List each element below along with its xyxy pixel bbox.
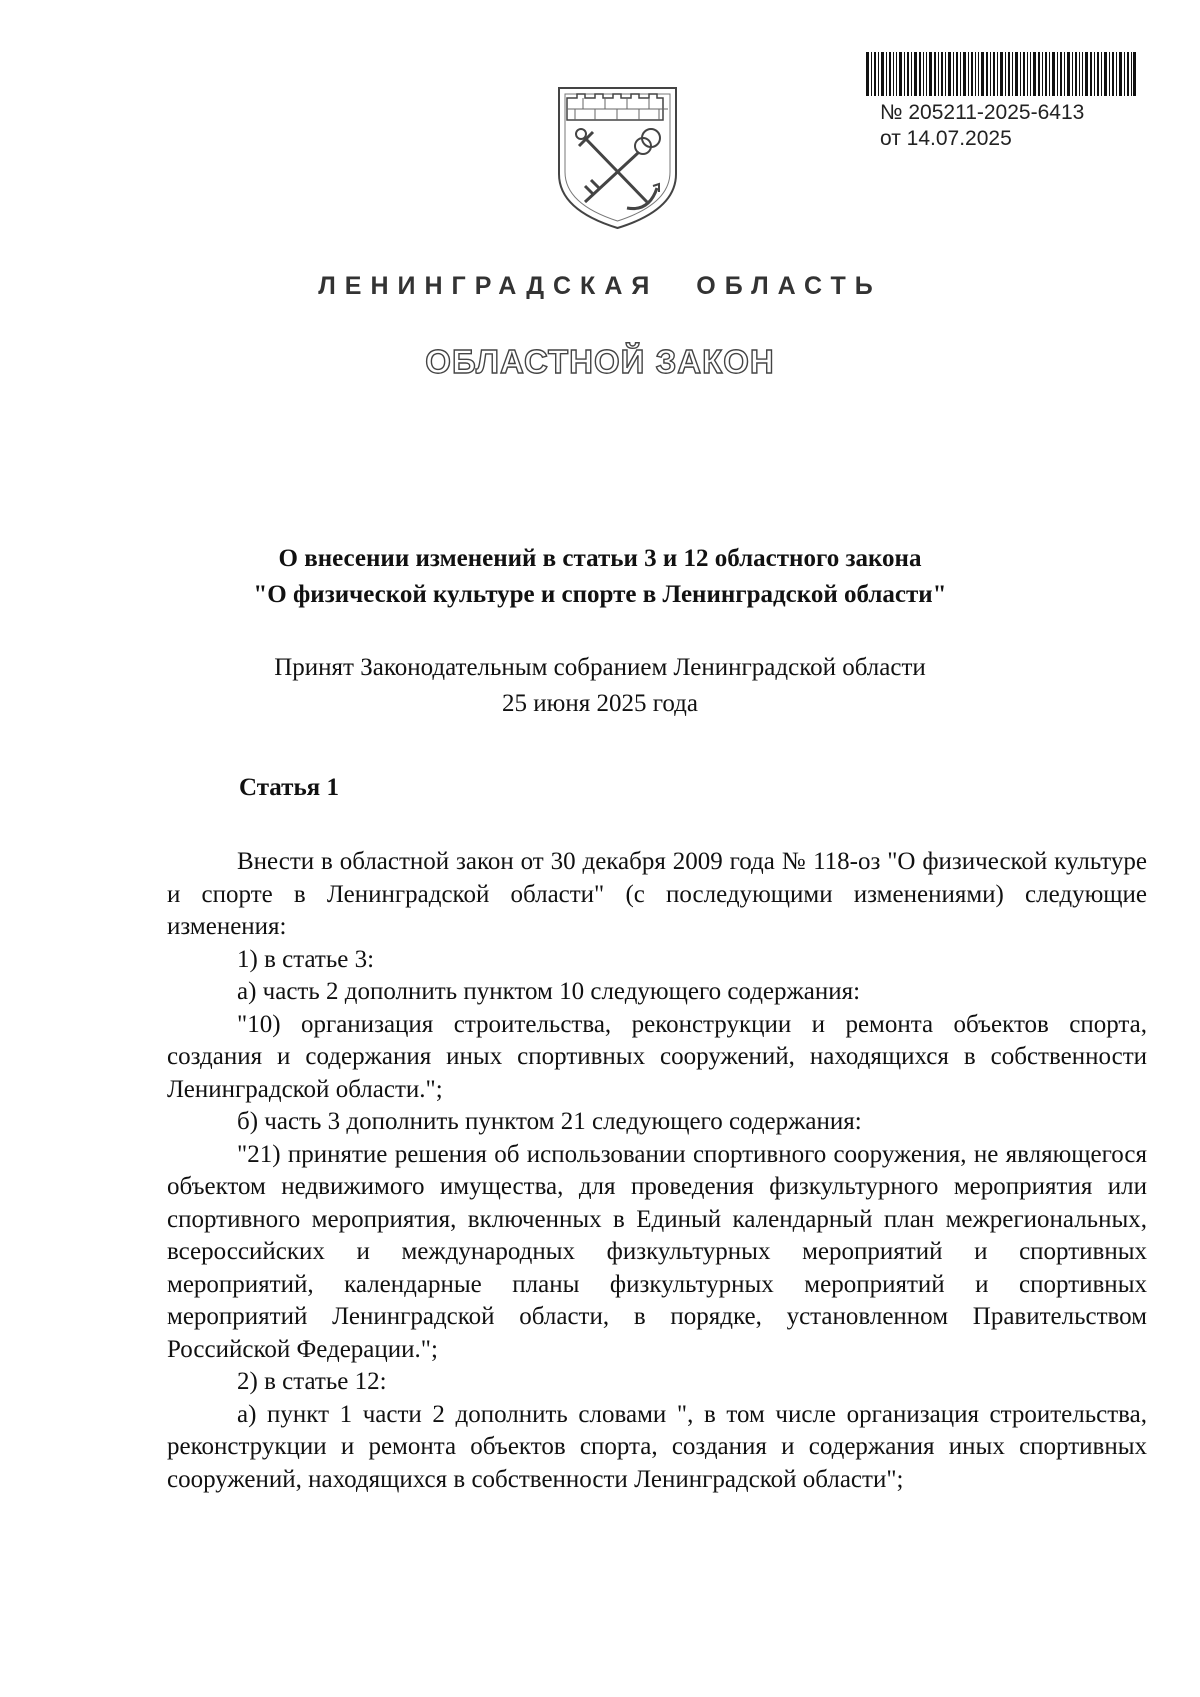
barcode-icon [866,52,1136,96]
paragraph: а) пункт 1 части 2 дополнить словами ", в том числе организация строительства, реконструкции и ремонта объектов спорта, создания и содержания иных спортивных сооружений, находящихся в собственности Ленинградской области"; [167,1400,1147,1493]
article-heading: Статья 1 [239,774,339,801]
registration-number: № 205211-2025-6413 [880,101,1085,124]
law-title [0,541,1200,613]
registration-stamp [880,100,1084,152]
paragraph: а) часть 2 дополнить пунктом 10 следующего содержания: [237,978,861,1005]
document-type: ОБЛАСТНОЙ ЗАКОН [425,343,775,380]
law-title-line-1: О внесении изменений в статьи 3 и 12 областного закона [278,545,922,572]
coat-of-arms-icon [555,82,680,230]
article-body [167,846,1147,1496]
paragraph: "21) принятие решения об использовании спортивного сооружения, не являющегося объектом недвижимого имущества, для проведения физкультурного мероприятия или спортивного мероприятия, включенных в Единый календарный план межрегиональных, всероссийских и международных физкультурных мероприятий и спортивных мероприятий, календарные планы физкультурных мероприятий и спортивных мероприятий Ленинградской области, в порядке, установленном Правительством Российской Федерации."; [167,1140,1147,1363]
paragraph: 1) в статье 3: [237,945,375,973]
paragraph: "10) организация строительства, реконструкции и ремонта объектов спорта, создания и содержания иных спортивных сооружений, находящихся в собственности Ленинградской области."; [167,1010,1147,1103]
registration-date: от 14.07.2025 [880,127,1012,150]
paragraph: 2) в статье 12: [237,1368,387,1395]
adoption-date: 25 июня 2025 года [502,690,698,717]
law-title-line-2: "О физической культуре и спорте в Ленинградской области" [253,581,947,608]
paragraph: б) часть 3 дополнить пунктом 21 следующего содержания: [237,1108,862,1135]
paragraph: Внести в областной закон от 30 декабря 2009 года № 118-оз "О физической культуре и спорте в Ленинградской области" (с последующими изменениями) следующие изменения: [167,848,1147,940]
region-name: ЛЕНИНГРАДСКАЯ ОБЛАСТЬ [318,272,882,300]
adoption-note [0,650,1200,722]
adoption-line-1: Принят Законодательным собранием Ленинградской области [274,654,926,681]
